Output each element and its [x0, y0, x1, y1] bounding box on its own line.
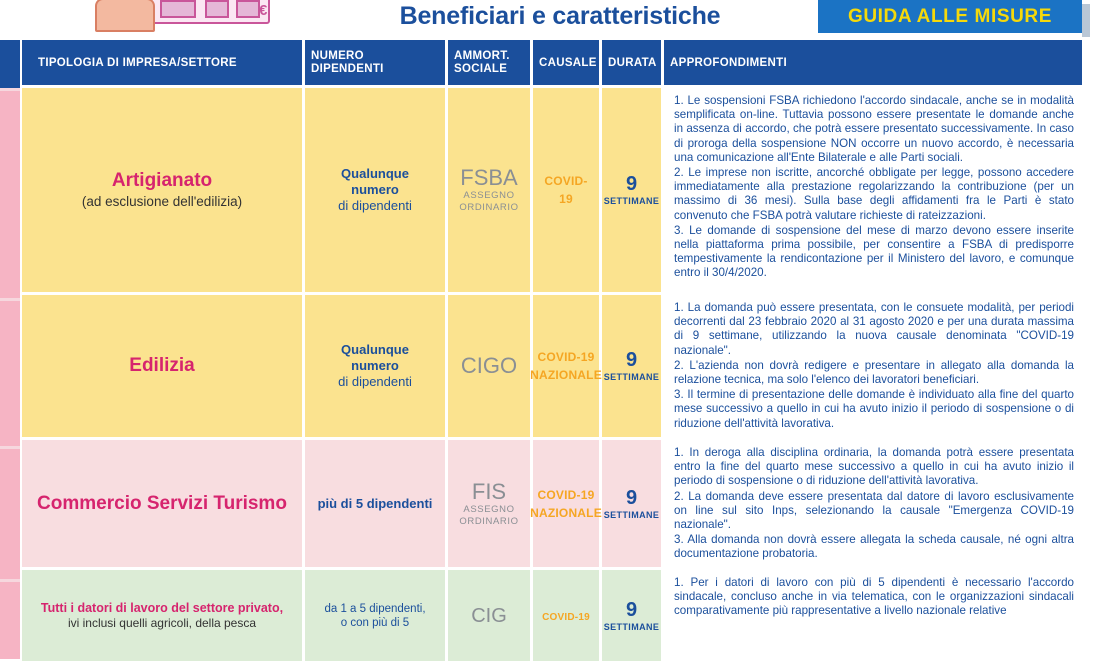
cell-durata	[602, 295, 664, 440]
ammortizzatore-label: FSBA	[460, 165, 518, 190]
ammortizzatore-label: CIG	[471, 604, 507, 627]
ammortizzatore-sub-1: ASSEGNO	[463, 503, 515, 515]
left-color-strip	[0, 40, 20, 619]
strip-seg-2	[0, 301, 20, 446]
numero-line1: più di 5 dipendenti	[317, 495, 433, 511]
cell-numero-dipendenti	[305, 295, 448, 440]
approfondimento-item: 3. Il termine di presentazione delle domande è individuato alla fine del quarto mese successivo a quello in cui ha avuto inizio il periodo di sospensione o di riduzione dell'attività lavorativa.	[674, 388, 1074, 430]
guide-badge: GUIDA ALLE MISURE	[818, 0, 1082, 33]
durata-value: 9	[625, 173, 638, 195]
ammortizzatore-sub-2: ORDINARIO	[459, 515, 519, 527]
strip-seg-1	[0, 91, 20, 298]
tipologia-label: Artigianato	[111, 170, 213, 191]
strip-seg-3	[0, 449, 20, 579]
durata-value: 9	[625, 486, 638, 509]
durata-unit: SETTIMANE	[603, 621, 660, 632]
cell-causale	[533, 570, 602, 664]
header-bar	[0, 0, 1100, 36]
numero-line3: di dipendenti	[338, 198, 412, 213]
numero-line2: o con più di 5	[340, 616, 410, 629]
tipologia-label: Commercio Servizi Turismo	[37, 492, 287, 514]
table-header-row	[22, 40, 1082, 88]
durata-unit: SETTIMANE	[603, 509, 660, 520]
col-header-numero-dipendenti: NUMERO DIPENDENTI	[305, 40, 448, 88]
table-row	[22, 295, 1082, 440]
euro-icon: €	[259, 2, 268, 19]
cell-ammortizzatore	[448, 88, 533, 295]
col-header-approfondimenti: APPROFONDIMENTI	[664, 40, 1082, 88]
col-header-causale: CAUSALE	[533, 40, 602, 88]
cell-causale	[530, 440, 602, 570]
table-row	[22, 570, 1082, 664]
col-header-tipologia: TIPOLOGIA DI IMPRESA/SETTORE	[22, 40, 305, 88]
numero-line2: numero	[351, 358, 399, 373]
cell-tipologia	[22, 295, 305, 440]
cell-numero-dipendenti	[305, 570, 448, 664]
cell-tipologia	[22, 570, 305, 664]
durata-value: 9	[625, 598, 638, 621]
approfondimento-item: 1. La domanda può essere presentata, con le consuete modalità, per periodi decorrenti dal 23 febbraio 2020 al 31 agosto 2020 e per una durata massima di 9 settimane, utilizzando la nuova causale denominata "COVID-19 nazionale".	[674, 301, 1074, 357]
numero-line3: di dipendenti	[338, 374, 412, 389]
tipologia-label: Edilizia	[129, 355, 195, 376]
numero-line1: Qualunque	[341, 342, 409, 357]
cell-ammortizzatore	[448, 570, 533, 664]
approfondimento-item: 2. Le imprese non iscritte, ancorché obbligate per legge, possono accedere immediatamente alla prestazione regolarizzando la contribuzione (per un massimo di 36 mesi). Sulla base degli affidamenti fra le Parti è stato convenuto che FSBA potrà valutare richieste di rateizzazioni.	[674, 166, 1074, 222]
approfondimento-item: 1. Per i datori di lavoro con più di 5 dipendenti è necessario l'accordo sindacale, concluso anche in via telematica, con le organizzazioni sindacali comparativamente più rappresentative a livello nazionale relative	[674, 576, 1074, 618]
cell-tipologia	[22, 88, 305, 295]
tipologia-sublabel: ivi inclusi quelli agricoli, della pesca	[67, 615, 257, 630]
cell-ammortizzatore	[448, 440, 533, 570]
ammortizzatore-sub-2: ORDINARIO	[459, 202, 519, 213]
cell-causale	[533, 88, 602, 295]
guide-badge-shadow	[1082, 4, 1090, 37]
durata-unit: SETTIMANE	[603, 196, 660, 206]
numero-line1: da 1 a 5 dipendenti,	[324, 602, 426, 615]
cell-ammortizzatore	[448, 295, 533, 440]
approfondimento-item: 2. La domanda deve essere presentata dal datore di lavoro esclusivamente on line sul sito Inps, selezionando la causale "Emergenza COVID-19 nazionale".	[674, 489, 1074, 532]
tipologia-label: Tutti i datori di lavoro del settore privato,	[40, 600, 284, 615]
causale-line2: NAZIONALE	[530, 368, 602, 382]
strip-seg-header	[0, 40, 20, 88]
strip-seg-4	[0, 582, 20, 659]
causale-line1: COVID-19	[544, 174, 588, 206]
table-row	[22, 88, 1082, 295]
approfondimento-item: 3. Le domande di sospensione del mese di marzo devono essere inserite nella piattaforma prima possibile, per consentire a FSBA di predisporre tempestivamente la rendicontazione per il Ministero del lavoro, e comunque entro il 30/4/2020.	[674, 223, 1074, 280]
cell-numero-dipendenti	[305, 440, 448, 570]
page-title: Beneficiari e caratteristiche	[399, 2, 721, 30]
cell-approfondimenti	[664, 88, 1082, 295]
cell-approfondimenti	[664, 295, 1082, 440]
cell-approfondimenti	[664, 570, 1082, 664]
causale-line1: COVID-19	[542, 611, 590, 623]
durata-value: 9	[625, 349, 638, 371]
tipologia-sublabel: (ad esclusione dell'edilizia)	[81, 194, 243, 209]
measures-table	[22, 40, 1082, 664]
ammortizzatore-sub-1: ASSEGNO	[463, 190, 515, 201]
numero-line2: numero	[351, 182, 399, 197]
col-header-durata: DURATA	[602, 40, 664, 88]
causale-line2: NAZIONALE	[530, 505, 602, 520]
cell-numero-dipendenti	[305, 88, 448, 295]
cell-approfondimenti	[664, 440, 1082, 570]
cell-causale	[530, 295, 602, 440]
approfondimento-item: 2. L'azienda non dovrà redigere e presentare in allegato alla domanda la relazione tecnica, ma solo l'elenco dei lavoratori beneficiari.	[674, 358, 1074, 387]
ammortizzatore-label: FIS	[471, 478, 507, 504]
table-row	[22, 440, 1082, 570]
causale-line1: COVID-19	[537, 350, 595, 364]
durata-unit: SETTIMANE	[603, 372, 660, 382]
col-header-ammortizzatore: AMMORT. SOCIALE	[448, 40, 533, 88]
causale-line1: COVID-19	[537, 487, 595, 502]
cell-durata	[602, 88, 664, 295]
cell-durata	[602, 440, 664, 570]
cell-durata	[602, 570, 664, 664]
ammortizzatore-label: CIGO	[460, 353, 518, 378]
numero-line1: Qualunque	[341, 166, 409, 181]
approfondimento-item: 3. Alla domanda non dovrà essere allegata la scheda causale, né ogni altra documentazione probatoria.	[674, 533, 1074, 561]
approfondimento-item: 1. Le sospensioni FSBA richiedono l'accordo sindacale, anche se in modalità semplificata on-line. Tuttavia possono essere presentate le domande anche in assenza di accordo, che potrà essere presentato successivamente. In caso di proroga della sospensione NON occorre un nuovo accordo, è necessaria una comunicazione all'Ente Bilaterale e alle Parti sociali.	[674, 94, 1074, 164]
approfondimento-item: 1. In deroga alla disciplina ordinaria, la domanda potrà essere presentata entro la fine del quarto mese successivo a quello in cui ha avuto inizio il periodo di sospensione o di riduzione dell'attività lavorativa.	[674, 446, 1074, 488]
cell-tipologia	[22, 440, 305, 570]
